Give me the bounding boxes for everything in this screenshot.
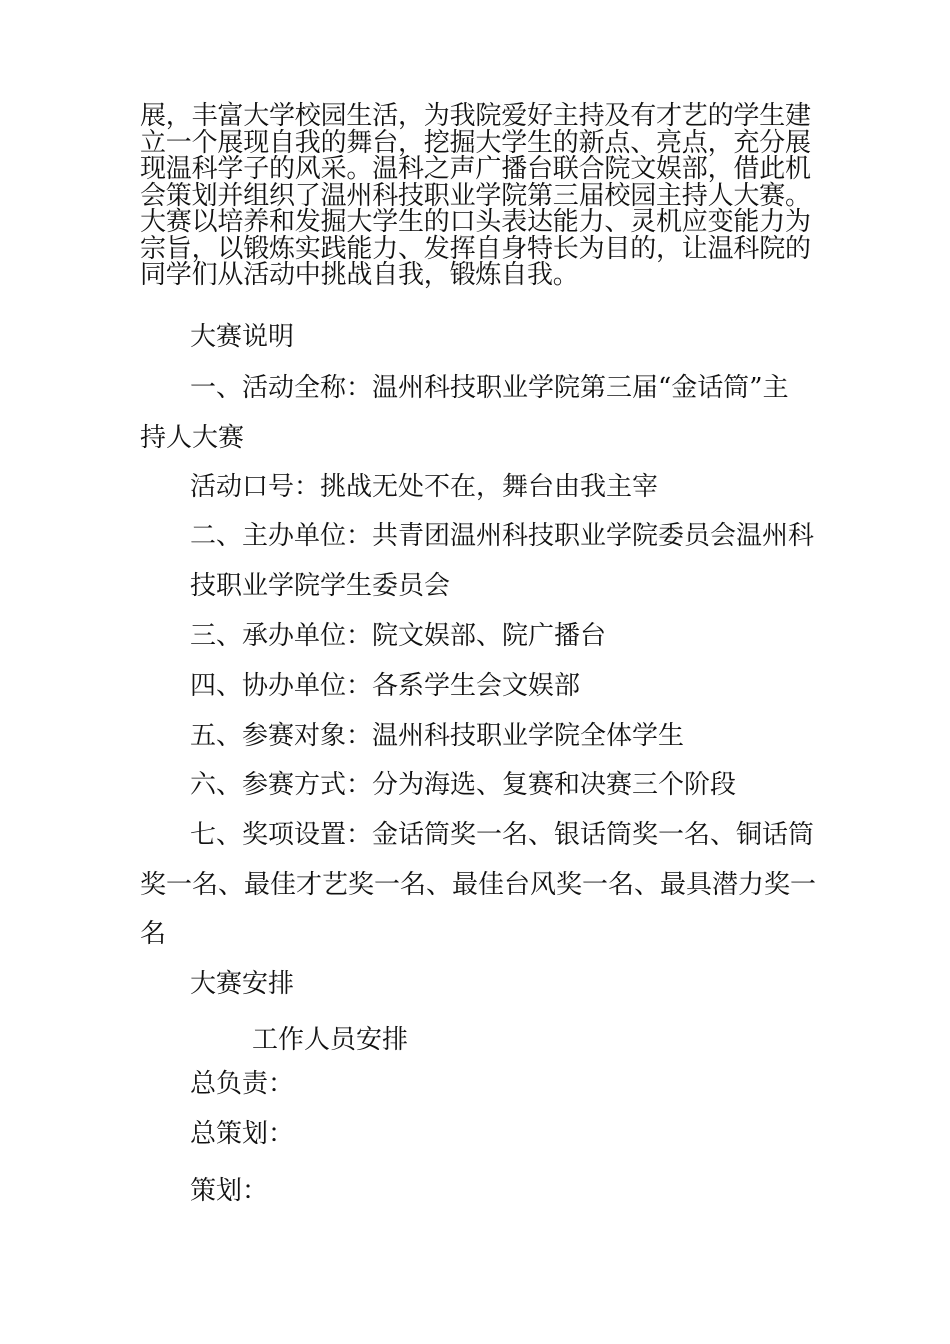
- intro-line: 宗旨，以锻炼实践能力、发挥自身特长为目的，让温科院的: [140, 233, 811, 264]
- staff-planner: 策划：: [190, 1176, 269, 1206]
- intro-line: 现温科学子的风采。温科之声广播台联合院文娱部，借此机: [140, 154, 811, 184]
- intro-line: 会策划并组织了温州科技职业学院第三届校园主持人大赛。: [140, 180, 811, 211]
- item-participants: 五、参赛对象：温州科技职业学院全体学生: [190, 721, 685, 751]
- item-organizer-line1: 二、主办单位：共青团温州科技职业学院委员会温州科: [190, 521, 815, 551]
- item-awards-line2: 奖一名、最佳才艺奖一名、最佳台风奖一名、最具潜力奖一: [140, 870, 817, 900]
- staff-general-lead: 总负责：: [190, 1069, 295, 1099]
- item-awards-line3: 名: [140, 919, 167, 949]
- item-full-name-line2: 持人大赛: [140, 423, 245, 453]
- item-full-name-line1: 一、活动全称：温州科技职业学院第三届“金话筒”主: [190, 373, 789, 403]
- intro-paragraph: [140, 103, 820, 289]
- intro-line: 立一个展现自我的舞台，挖掘大学生的新点、亮点，充分展: [140, 127, 811, 158]
- heading-description: 大赛说明: [190, 322, 295, 352]
- item-format: 六、参赛方式：分为海选、复赛和决赛三个阶段: [190, 770, 737, 800]
- item-slogan: 活动口号：挑战无处不在，舞台由我主宰: [190, 472, 659, 502]
- staff-general-planner: 总策划：: [190, 1119, 295, 1149]
- item-co-organizer: 四、协办单位：各系学生会文娱部: [190, 671, 581, 701]
- intro-line: 大赛以培养和发掘大学生的口头表达能力、灵机应变能力为: [140, 207, 811, 237]
- heading-staff: 工作人员安排: [252, 1025, 409, 1055]
- intro-line: 展，丰富大学校园生活，为我院爱好主持及有才艺的学生建: [140, 101, 811, 131]
- item-awards-line1: 七、奖项设置：金话筒奖一名、银话筒奖一名、铜话筒: [190, 820, 815, 850]
- item-undertaker: 三、承办单位：院文娱部、院广播台: [190, 621, 607, 651]
- item-organizer-line2: 技职业学院学生委员会: [190, 571, 451, 601]
- heading-arrangement: 大赛安排: [190, 969, 295, 999]
- intro-line: 同学们从活动中挑战自我，锻炼自我。: [140, 260, 579, 290]
